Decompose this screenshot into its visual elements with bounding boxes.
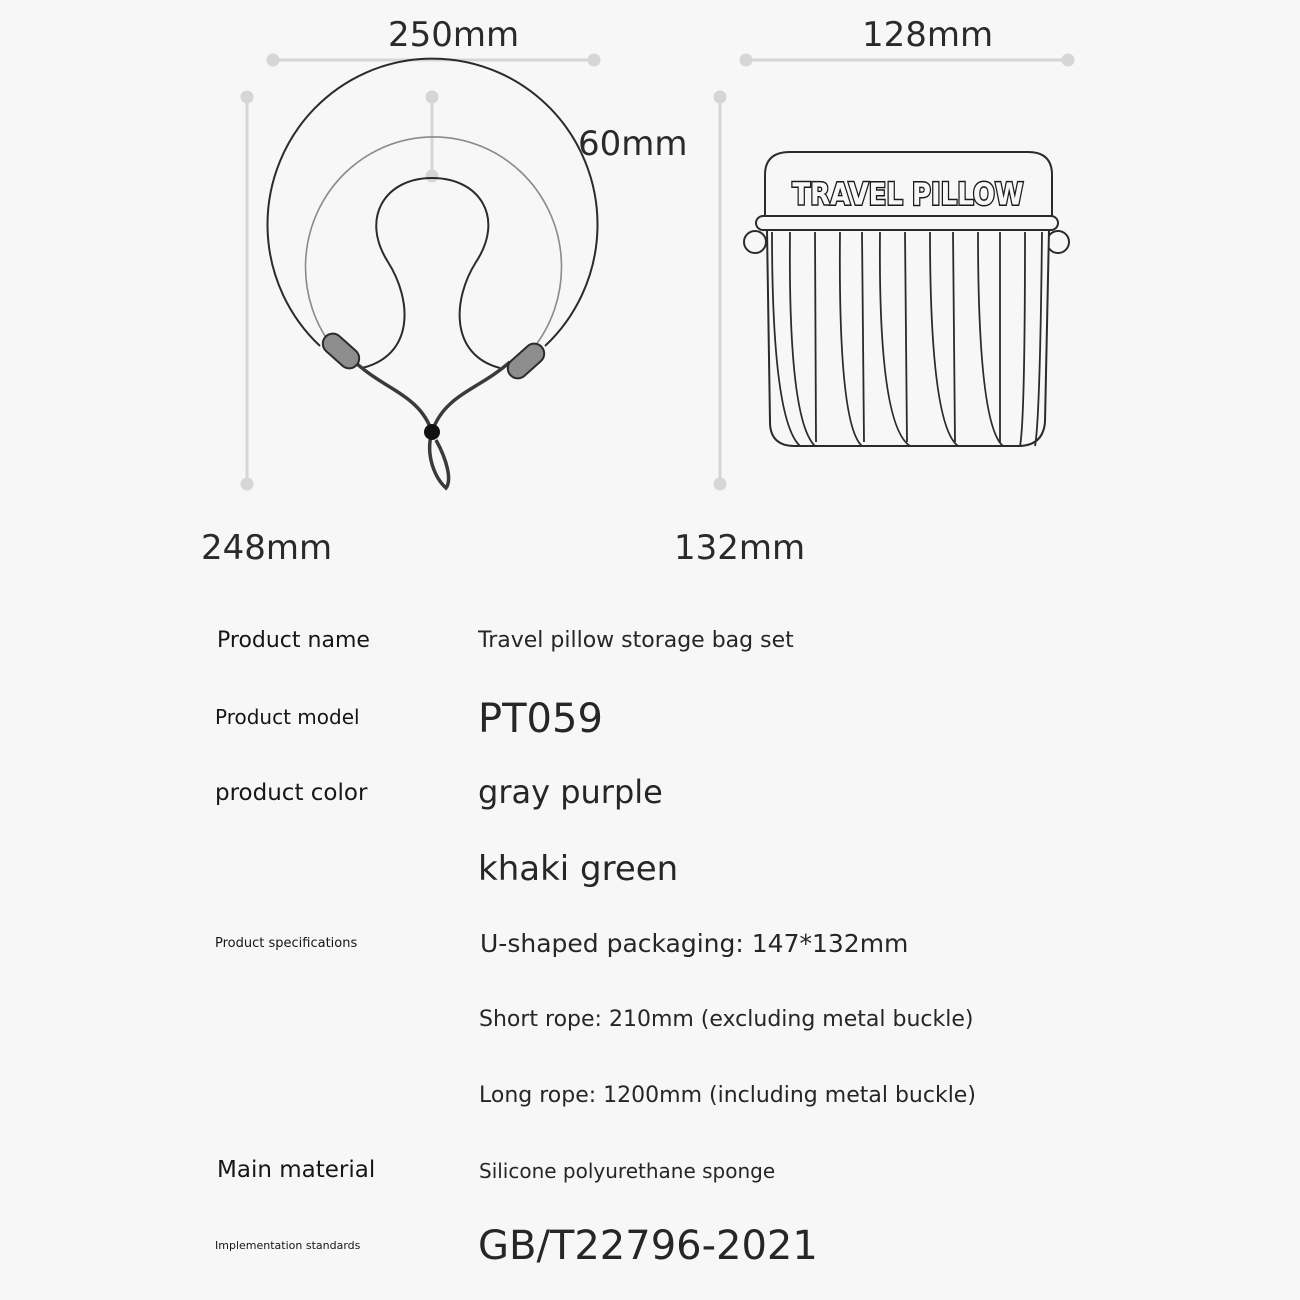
pillow-cords — [319, 330, 549, 488]
implementation-standards-value: GB/T22796-2021 — [478, 1223, 818, 1269]
pillow-width-dot-right — [589, 55, 599, 65]
pillow-height-dot-top — [242, 92, 252, 102]
bag-height-dot-top — [715, 92, 725, 102]
product-model-value: PT059 — [478, 696, 603, 742]
bag-width-label: 128mm — [862, 15, 994, 55]
product-specifications-label: Product specifications — [215, 936, 358, 951]
spec-line-1: U-shaped packaging: 147*132mm — [480, 929, 909, 958]
cord-stopper — [424, 424, 440, 440]
bag-height-label: 132mm — [674, 528, 806, 568]
pillow-height-label: 248mm — [201, 528, 333, 568]
bag-width-dot-right — [1063, 55, 1073, 65]
pillow-thickness-dot-bottom — [427, 171, 437, 181]
product-diagram — [0, 0, 1300, 600]
pillow-neck-opening — [362, 178, 500, 368]
pillow-thickness-label: 60mm — [578, 124, 688, 164]
pillow-width-dot-left — [268, 55, 278, 65]
bag-width-dot-left — [741, 55, 751, 65]
product-color-label: product color — [215, 780, 368, 806]
main-material-value: Silicone polyurethane sponge — [479, 1159, 776, 1183]
spec-line-2: Short rope: 210mm (excluding metal buckle) — [479, 1007, 974, 1032]
product-color-value-2: khaki green — [478, 849, 679, 889]
implementation-standards-label: Implementation standards — [215, 1239, 361, 1252]
left-toggle — [319, 330, 364, 373]
product-name-value: Travel pillow storage bag set — [478, 628, 794, 653]
product-model-label: Product model — [215, 705, 360, 729]
product-color-value-1: gray purple — [478, 773, 663, 811]
right-toggle — [504, 340, 549, 383]
storage-bag-drawing — [744, 152, 1069, 446]
product-name-label: Product name — [217, 628, 370, 653]
bag-height-dot-bottom — [715, 479, 725, 489]
pillow-width-label: 250mm — [388, 15, 520, 55]
bag-print-text: TRAVEL PILLOW — [792, 176, 1024, 213]
pillow-thickness-dot-top — [427, 92, 437, 102]
bag-lid-rim — [756, 216, 1058, 230]
spec-line-3: Long rope: 1200mm (including metal buckle) — [479, 1083, 976, 1108]
dimension-drawing — [0, 0, 1300, 600]
bag-body — [767, 230, 1049, 446]
main-material-label: Main material — [217, 1157, 376, 1183]
pillow-height-dot-bottom — [242, 479, 252, 489]
